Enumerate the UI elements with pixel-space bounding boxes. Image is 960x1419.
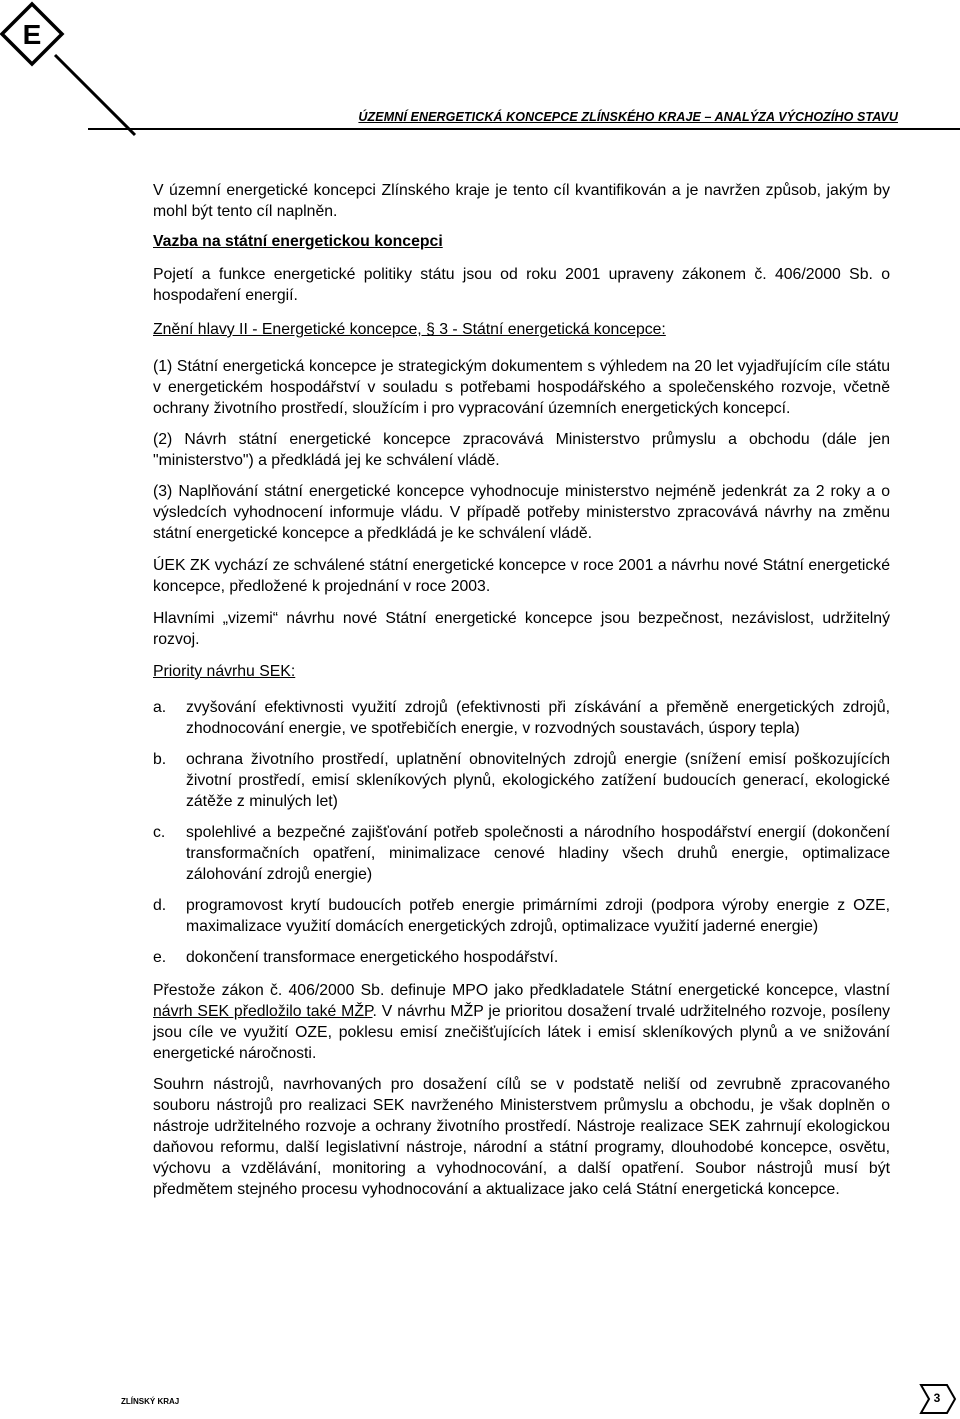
document-body [153, 180, 890, 1200]
paragraph-2: (2) Návrh státní energetické koncepce zpracovává Ministerstvo průmyslu a obchodu (dále jen "ministerstvo") a předkládá jej ke schválení vládě. [153, 431, 890, 469]
priority-item [153, 895, 890, 937]
priority-item [153, 822, 890, 885]
logo-icon [0, 0, 140, 140]
priority-text: ochrana životního prostředí, uplatnění obnovitelných zdrojů energie (snížení emisí poškozujících životní prostředí, emisí skleníkových plynů, ekologického zatížení budoucích generací, ekologické zátěže z minulých let) [186, 751, 890, 810]
paragraph-3 [153, 481, 890, 544]
uek-paragraph: ÚEK ZK vychází ze schválené státní energetické koncepce v roce 2001 a návrhu nové Státní energetické koncepce, předložené k projednání v roce 2003. [153, 557, 890, 595]
paragraph-3a: (3) Naplňování státní energetické koncepce vyhodnocuje ministerstvo nejméně jedenkrát za 2 roky a o výsledcích vyhodnocení informuje vládu. [153, 483, 890, 521]
paragraph-1: (1) Státní energetická koncepce je strategickým dokumentem s výhledem na 20 let vyjadřujícím cíle státu v energetickém hospodářství v souladu s potřebami hospodářského a společenského rozvoje, včetně ochrany životního prostředí, sloužícím i pro vypracování územních energetických koncepcí. [153, 358, 890, 417]
priority-letter: a. [153, 699, 167, 716]
priority-item [153, 947, 890, 968]
priority-heading: Priority návrhu SEK: [153, 663, 296, 680]
priority-letter: c. [153, 824, 166, 841]
priority-item [153, 697, 890, 739]
priority-letter: b. [153, 751, 167, 768]
prestoze-underlined: návrh SEK předložilo také MŽP [153, 1003, 373, 1020]
zneni-heading: Znění hlavy II - Energetické koncepce, § 3 - Státní energetická koncepce: [153, 321, 666, 338]
prestoze-paragraph [153, 980, 890, 1064]
souhrn-paragraph: Souhrn nástrojů, navrhovaných pro dosažení cílů se v podstatě neliší od zevrubně zpracovaného souboru nástrojů pro realizaci SEK navrženého Ministerstvem průmyslu a obchodu, je však doplněn o nástroje udržitelného rozvoje a ochrany životního prostředí. Nástroje realizace SEK zahrnují ekologickou daňovou reformu, další legislativní nástroje, národní a státní programy, dlouhodobé koncepce, osvětu, výchovu a vzdělávání, monitoring a vyhodnocování, a další opatření. Soubor nástrojů musí být předmětem stejného procesu vyhodnocování a aktualizace jako celá Státní energetická koncepce. [153, 1076, 890, 1198]
header-title: ÚZEMNÍ ENERGETICKÁ KONCEPCE ZLÍNSKÉHO KRAJE – ANALÝZA VÝCHOZÍHO STAVU [358, 110, 898, 124]
header-rule [88, 128, 960, 130]
prestoze-text-b: . V návrhu MŽP je prioritou dosažení trvalé udržitelného rozvoje, posíleny jsou cíle ve využití OZE, poklesu emisí znečišťujících látek i emisí skleníkových plynů a ve snižování energetické náročnosti. [153, 1003, 891, 1062]
priority-item [153, 749, 890, 812]
priority-text: dokončení transformace energetického hospodářství. [186, 949, 559, 966]
intro-paragraph: V územní energetické koncepci Zlínského kraje je tento cíl kvantifikován a je navržen způsob, jakým by mohl být tento cíl naplněn. [153, 182, 890, 220]
footer-region: ZLÍNSKÝ KRAJ [121, 1397, 180, 1406]
page-number: 3 [933, 1391, 941, 1405]
priority-text: spolehlivé a bezpečné zajišťování potřeb společnosti a národního hospodářství energií (dokončení transformačních opatření, minimalizace cenové hladiny všech druhů energie, optimalizace zálohování zdrojů energie) [186, 824, 890, 883]
section-heading: Vazba na státní energetickou koncepci [153, 233, 443, 250]
prestoze-text-a: Přestože zákon č. 406/2000 Sb. definuje MPO jako předkladatele Státní energetické koncepce, vlastní [153, 982, 890, 999]
logo-letter: E [22, 19, 42, 50]
pojeti-paragraph: Pojetí a funkce energetické politiky státu jsou od roku 2001 upraveny zákonem č. 406/2000 Sb. o hospodaření energií. [153, 266, 890, 304]
priority-text: programovost krytí budoucích potřeb energie primárními zdroji (podpora výroby energie z OZE, maximalizace využití domácích energetických zdrojů, optimalizace využití jaderné energie) [186, 897, 890, 935]
paragraph-3b: V případě potřeby ministerstvo zpracovává návrhy na změnu státní energetické koncepce a předkládá je ke schválení vládě. [153, 504, 890, 542]
priority-letter: e. [153, 949, 167, 966]
priority-text: zvyšování efektivnosti využití zdrojů (efektivnosti při získávání a přeměně energetických zdrojů, zhodnocování energie, ve spotřebičích energie, v rozvodných soustavách, úspory tepla) [186, 699, 890, 737]
hlavnimi-paragraph: Hlavními „vizemi“ návrhu nové Státní energetické koncepce jsou bezpečnost, nezávislost, udržitelný rozvoj. [153, 610, 890, 648]
priority-letter: d. [153, 897, 167, 914]
